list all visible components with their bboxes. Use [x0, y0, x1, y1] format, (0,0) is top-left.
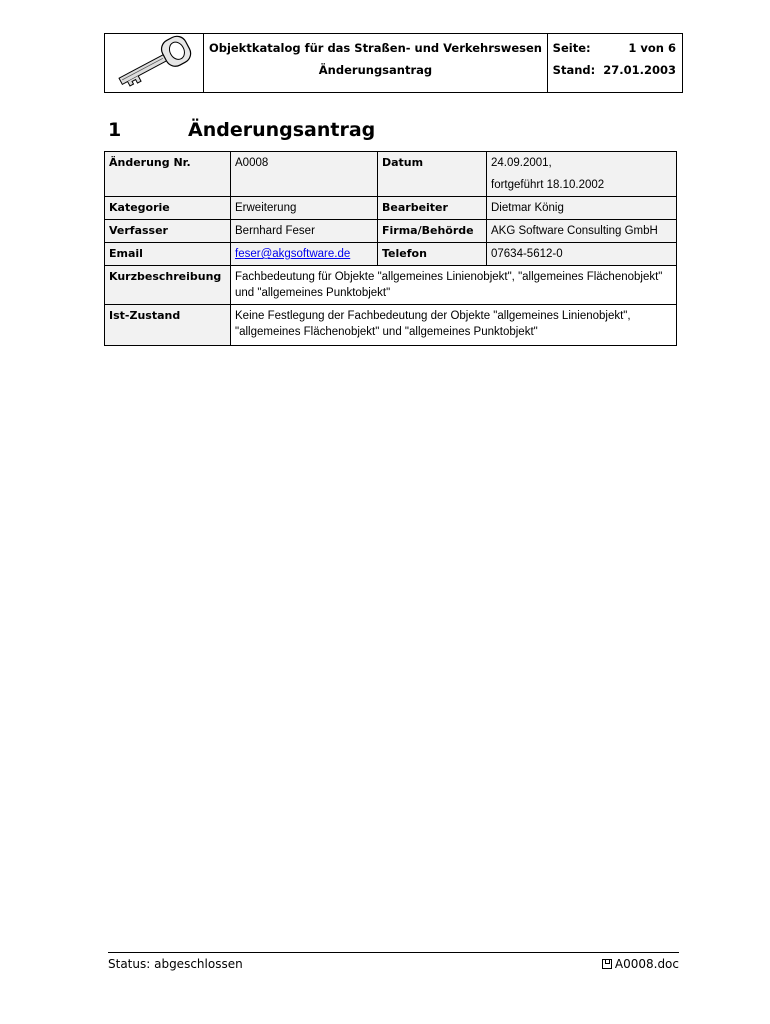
datum-value: [487, 152, 677, 197]
verfasser-label: Verfasser: [105, 220, 231, 243]
table-row: [105, 220, 677, 243]
table-row: [105, 266, 677, 305]
kategorie-value: Erweiterung: [231, 197, 378, 220]
kurzbeschreibung-label: Kurzbeschreibung: [105, 266, 231, 305]
page-footer: [108, 952, 679, 971]
ist-zustand-label: Ist-Zustand: [105, 305, 231, 346]
table-row: [105, 305, 677, 346]
header-meta: [548, 34, 682, 92]
disk-icon: [602, 959, 612, 969]
header-title: [204, 34, 547, 92]
stand-label: Stand:: [552, 63, 596, 77]
firma-value: AKG Software Consulting GmbH: [487, 220, 677, 243]
email-cell: [231, 243, 378, 266]
bearbeiter-label: Bearbeiter: [378, 197, 487, 220]
firma-label: Firma/Behörde: [378, 220, 487, 243]
kurzbeschreibung-value: Fachbedeutung für Objekte "allgemeines Linienobjekt", "allgemeines Flächenobjekt" und "allgemeines Punktobjekt": [231, 266, 677, 305]
section-number: 1: [108, 119, 122, 141]
telefon-value: 07634-5612-0: [487, 243, 677, 266]
key-icon: [108, 35, 200, 91]
status-text: Status: abgeschlossen: [108, 957, 243, 971]
seite-value: 1 von 6: [628, 41, 676, 55]
table-row: [105, 243, 677, 266]
stand-value: 27.01.2003: [603, 63, 676, 77]
change-request-table: [104, 151, 677, 346]
kategorie-label: Kategorie: [105, 197, 231, 220]
page-header: [104, 33, 683, 93]
table-row: [105, 197, 677, 220]
verfasser-value: Bernhard Feser: [231, 220, 378, 243]
section-heading: [108, 119, 375, 141]
aenderung-nr-label: Änderung Nr.: [105, 152, 231, 197]
datum-label: Datum: [378, 152, 487, 197]
bearbeiter-value: Dietmar König: [487, 197, 677, 220]
aenderung-nr-value: A0008: [231, 152, 378, 197]
email-label: Email: [105, 243, 231, 266]
seite-label: Seite:: [552, 41, 591, 55]
telefon-label: Telefon: [378, 243, 487, 266]
header-title-line1: Objektkatalog für das Straßen- und Verkehrswesen: [208, 41, 542, 55]
datum-value-line1: 24.09.2001,: [491, 157, 552, 169]
section-title: Änderungsantrag: [188, 119, 376, 141]
file-name: A0008.doc: [614, 957, 679, 971]
file-info: [602, 957, 679, 971]
table-row: [105, 152, 677, 197]
logo: [105, 34, 204, 92]
ist-zustand-value: Keine Festlegung der Fachbedeutung der Objekte "allgemeines Linienobjekt", "allgemeines Flächenobjekt" und "allgemeines Punktobjekt": [231, 305, 677, 346]
email-link[interactable]: feser@akgsoftware.de: [235, 248, 351, 260]
datum-value-line2: fortgeführt 18.10.2002: [491, 179, 605, 191]
header-title-line2: Änderungsantrag: [318, 63, 433, 77]
